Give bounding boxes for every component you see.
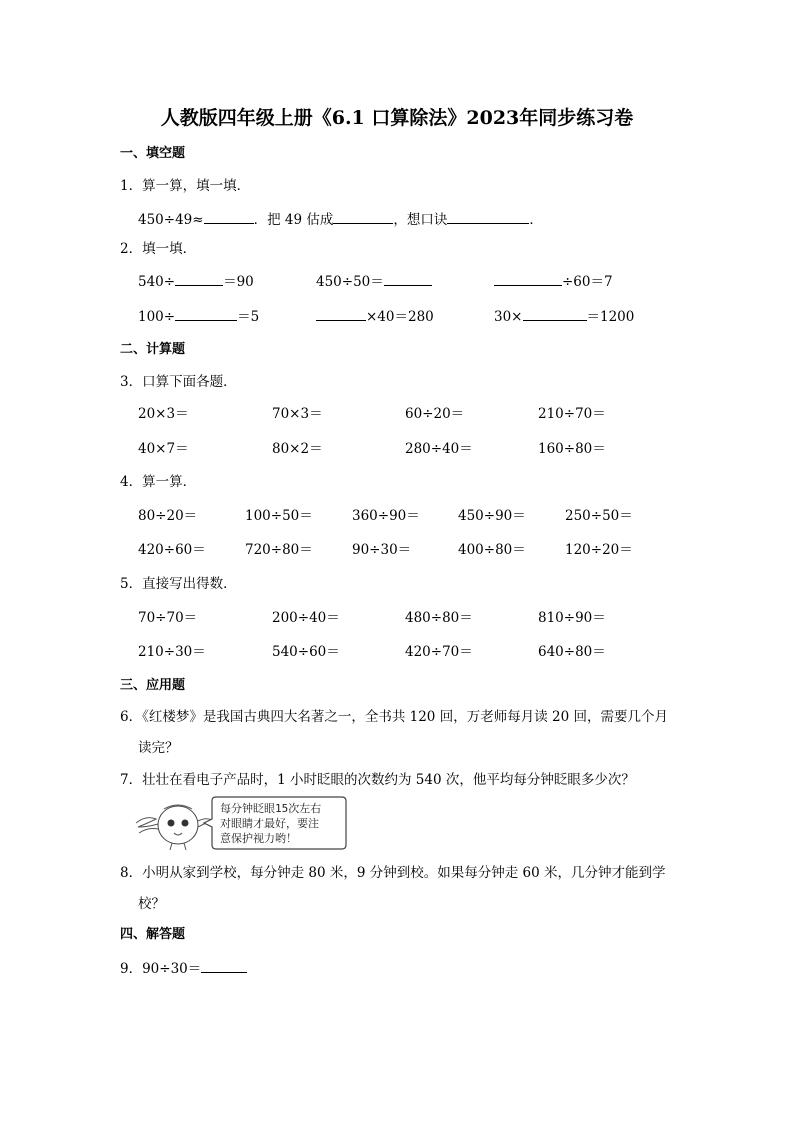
question-1-part-b: ．把 49 估成: [253, 212, 334, 228]
question-5-stem: 5．直接写出得数．: [120, 576, 237, 592]
question-1-part-c: ，想口诀: [393, 212, 448, 228]
question-6-line-1: 6．《红楼梦》是我国古典四大名著之一，全书共 120 回，万老师每月读 20 回，需要几个月: [120, 709, 668, 725]
answer-blank[interactable]: [384, 272, 432, 286]
page-title: 人教版四年级上册《6.1 口算除法》2023年同步练习卷: [160, 107, 634, 129]
question-5-item: 210÷30＝: [138, 644, 206, 660]
question-4-item: 90÷30＝: [352, 542, 412, 558]
section-heading-application: 三、应用题: [120, 678, 186, 693]
bubble-text-line-1: 每分钟眨眼15次左右: [220, 802, 322, 815]
answer-blank[interactable]: [204, 210, 254, 224]
expression-text: 540÷: [138, 274, 176, 290]
question-3-item: 160÷80＝: [538, 441, 606, 457]
question-9-expression: 9．90÷30＝: [120, 961, 202, 977]
question-5-item: 200÷40＝: [272, 610, 340, 626]
section-heading-calculation: 二、计算题: [120, 342, 186, 357]
question-3-item: 80×2＝: [272, 441, 323, 457]
question-3-item: 40×7＝: [138, 441, 189, 457]
expression-text: ×40＝280: [366, 309, 434, 325]
question-4-item: 120÷20＝: [565, 542, 633, 558]
expression-text: ÷60＝7: [562, 274, 613, 290]
expression-text: 30×: [494, 309, 523, 325]
mascot-speech-bubble-illustration: [134, 793, 348, 853]
question-3-item: 20×3＝: [138, 406, 189, 422]
question-3-item: 60÷20＝: [405, 406, 465, 422]
question-1-part-a: 450÷49≈: [138, 212, 204, 228]
answer-blank[interactable]: [333, 210, 393, 224]
question-5-item: 810÷90＝: [538, 610, 606, 626]
expression-text: ＝1200: [586, 309, 635, 325]
expression-text: 100÷: [138, 309, 176, 325]
question-5-item: 420÷70＝: [405, 644, 473, 660]
question-3-item: 70×3＝: [272, 406, 323, 422]
question-3-item: 210÷70＝: [538, 406, 606, 422]
answer-blank[interactable]: [494, 272, 562, 286]
question-4-item: 420÷60＝: [138, 542, 206, 558]
answer-blank[interactable]: [316, 307, 366, 321]
question-4-item: 400÷80＝: [458, 542, 526, 558]
question-2-item: [316, 307, 434, 326]
question-6-line-2: 读完？: [138, 740, 179, 756]
section-heading-fill-in: 一、填空题: [120, 146, 186, 161]
question-4-item: 100÷50＝: [245, 508, 313, 524]
question-1-stem: 1．算一算，填一填．: [120, 178, 251, 194]
question-2-item: [494, 307, 634, 326]
answer-blank[interactable]: [201, 959, 247, 973]
question-5-item: 640÷80＝: [538, 644, 606, 660]
question-4-item: 360÷90＝: [352, 508, 420, 524]
question-2-item: [316, 272, 432, 291]
question-5-item: 70÷70＝: [138, 610, 198, 626]
question-5-item: 540÷60＝: [272, 644, 340, 660]
question-4-item: 80÷20＝: [138, 508, 198, 524]
question-1-part-d: ．: [529, 212, 543, 228]
question-4-item: 720÷80＝: [245, 542, 313, 558]
question-4-item: 450÷90＝: [458, 508, 526, 524]
question-4-item: 250÷50＝: [565, 508, 633, 524]
question-4-stem: 4．算一算．: [120, 474, 197, 490]
question-8-line-1: 8．小明从家到学校，每分钟走 80 米，9 分钟到校。如果每分钟走 60 米，几分钟才能到学: [120, 865, 666, 881]
question-2-item: [138, 272, 254, 291]
answer-blank[interactable]: [175, 272, 223, 286]
answer-blank[interactable]: [175, 307, 237, 321]
expression-text: 450÷50＝: [316, 274, 384, 290]
answer-blank[interactable]: [523, 307, 587, 321]
question-3-stem: 3．口算下面各题．: [120, 374, 237, 390]
section-heading-answer: 四、解答题: [120, 927, 186, 942]
expression-text: ＝5: [237, 309, 260, 325]
question-8-line-2: 校？: [138, 896, 165, 912]
question-2-stem: 2．填一填．: [120, 241, 197, 257]
question-3-item: 280÷40＝: [405, 441, 473, 457]
answer-blank[interactable]: [447, 210, 529, 224]
question-2-item: [494, 272, 613, 291]
expression-text: ＝90: [223, 274, 254, 290]
question-5-item: 480÷80＝: [405, 610, 473, 626]
mascot-icon: [136, 805, 212, 850]
question-2-item: [138, 307, 259, 326]
question-7-text: 7．壮壮在看电子产品时，1 小时眨眼的次数约为 540 次，他平均每分钟眨眼多少次？: [120, 772, 635, 788]
question-9-line: [120, 959, 247, 978]
question-1-line: [138, 210, 543, 229]
bubble-text-line-2: 对眼睛才最好，要注: [220, 817, 319, 830]
bubble-text-line-3: 意保护视力哟！: [220, 832, 297, 845]
